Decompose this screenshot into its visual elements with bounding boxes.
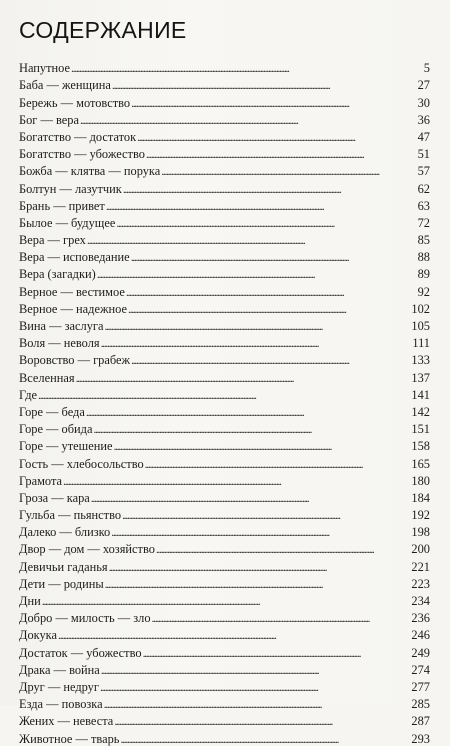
dot-leader xyxy=(104,697,411,711)
toc-entry xyxy=(19,385,430,402)
toc-entry-title: Верное — вестимое xyxy=(19,284,125,299)
toc-entry xyxy=(19,264,430,281)
toc-entry-page-number: 184 xyxy=(411,490,430,505)
toc-entry xyxy=(19,642,430,659)
toc-entry-page-number: 5 xyxy=(423,61,430,76)
toc-entry xyxy=(19,367,430,384)
dot-leader xyxy=(128,302,410,316)
dot-leader xyxy=(111,525,410,539)
toc-entry-title: Болтун — лазутчик xyxy=(19,181,122,196)
toc-entry-title: Грамота xyxy=(19,473,63,488)
toc-entry-title: Горе — обида xyxy=(19,422,93,437)
dot-leader xyxy=(93,422,410,436)
dot-leader xyxy=(58,628,410,642)
toc-entry-page-number: 293 xyxy=(411,731,430,746)
toc-entry-page-number: 274 xyxy=(411,662,430,677)
dot-leader xyxy=(131,250,417,264)
dot-leader xyxy=(161,164,416,178)
toc-entry-page-number: 111 xyxy=(412,336,430,351)
toc-entry-page-number: 221 xyxy=(411,559,430,574)
toc-entry-title: Друг — недруг xyxy=(19,679,99,694)
dot-leader xyxy=(109,560,411,574)
toc-entry xyxy=(19,247,430,264)
toc-entry xyxy=(19,539,430,556)
toc-entry-title: Богатство — убожество xyxy=(19,147,145,162)
toc-entry-page-number: 165 xyxy=(411,456,430,471)
dot-leader xyxy=(131,353,410,367)
toc-entry-page-number: 151 xyxy=(411,422,430,437)
dot-leader xyxy=(126,285,417,299)
toc-entry xyxy=(19,522,430,539)
dot-leader xyxy=(104,319,410,333)
toc-entry-page-number: 133 xyxy=(411,353,430,368)
dot-leader xyxy=(63,474,410,488)
toc-entry xyxy=(19,281,430,298)
toc-entry xyxy=(19,694,430,711)
page-title: СОДЕРЖАНИЕ xyxy=(19,17,187,43)
dot-leader xyxy=(87,233,417,247)
toc-entry-title: Гость — хлебосольство xyxy=(19,456,144,471)
toc-entry-title: Драка — война xyxy=(19,662,100,677)
toc-entry xyxy=(19,608,430,625)
toc-entry-page-number: 47 xyxy=(417,129,430,144)
toc-entry-title: Воля — неволя xyxy=(19,336,100,351)
toc-entry-page-number: 51 xyxy=(417,147,430,162)
toc-entry xyxy=(19,402,430,419)
toc-entry xyxy=(19,178,430,195)
toc-entry xyxy=(19,196,430,213)
dot-leader xyxy=(101,336,412,350)
toc-entry-page-number: 137 xyxy=(411,370,430,385)
toc-entry xyxy=(19,574,430,591)
toc-entry-page-number: 287 xyxy=(411,714,430,729)
toc-entry-page-number: 27 xyxy=(417,78,430,93)
toc-entry-title: Божба — клятва — порука xyxy=(19,164,161,179)
toc-entry-title: Вера — грех xyxy=(19,233,86,248)
toc-entry-title: Горе — утешение xyxy=(19,439,113,454)
dot-leader xyxy=(91,491,411,505)
toc-entry xyxy=(19,316,430,333)
toc-entry-page-number: 142 xyxy=(411,404,430,419)
toc-entry-title: Езда — повозка xyxy=(19,697,103,712)
toc-entry-title: Воровство — грабеж xyxy=(19,353,131,368)
toc-entry xyxy=(19,92,430,109)
toc-entry-title: Где xyxy=(19,387,38,402)
toc-entry-title: Баба — женщина xyxy=(19,78,111,93)
toc-entry xyxy=(19,625,430,642)
toc-entry-page-number: 30 xyxy=(417,95,430,110)
dot-leader xyxy=(80,113,417,127)
dot-leader xyxy=(106,199,417,213)
dot-leader xyxy=(42,594,411,608)
dot-leader xyxy=(113,439,410,453)
toc-entry-page-number: 198 xyxy=(411,525,430,540)
toc-entry xyxy=(19,161,430,178)
toc-entry xyxy=(19,591,430,608)
toc-entry-page-number: 57 xyxy=(417,164,430,179)
dot-leader xyxy=(38,388,410,402)
toc-entry-title: Двор — дом — хозяйство xyxy=(19,542,155,557)
toc-entry-page-number: 234 xyxy=(411,594,430,608)
dot-leader xyxy=(156,542,411,556)
toc-entry xyxy=(19,556,430,573)
toc-entry-title: Жених — невеста xyxy=(19,714,114,729)
toc-entry xyxy=(19,471,430,488)
toc-entry-page-number: 105 xyxy=(411,319,430,333)
toc-entry-title: Животное — тварь xyxy=(19,731,120,746)
toc-entry xyxy=(19,711,430,728)
toc-entry-title: Гроза — кара xyxy=(19,490,90,505)
toc-entry xyxy=(19,299,430,316)
dot-leader xyxy=(143,646,411,660)
toc-entry xyxy=(19,213,430,230)
toc-entry xyxy=(19,127,430,144)
toc-entry-title: Дети — родины xyxy=(19,576,104,591)
toc-entry xyxy=(19,436,430,453)
toc-entry-page-number: 223 xyxy=(411,576,430,591)
toc-entry xyxy=(19,419,430,436)
dot-leader xyxy=(120,732,410,746)
dot-leader xyxy=(137,130,416,144)
toc-entry-page-number: 89 xyxy=(417,267,430,282)
toc-entry-page-number: 102 xyxy=(411,301,430,316)
toc-entry-title: Вера (загадки) xyxy=(19,267,96,282)
toc-entry-page-number: 88 xyxy=(417,250,430,265)
dot-leader xyxy=(71,61,423,75)
dot-leader xyxy=(122,508,410,522)
toc-entry xyxy=(19,58,430,75)
toc-entry xyxy=(19,453,430,470)
toc-entry xyxy=(19,75,430,92)
toc-entry-page-number: 277 xyxy=(411,679,430,694)
toc-entry-title: Вера — исповедание xyxy=(19,250,130,265)
toc-entry-title: Девичьи гаданья xyxy=(19,559,108,574)
toc-entry-page-number: 158 xyxy=(411,439,430,454)
dot-leader xyxy=(123,182,417,196)
toc-entry-title: Верное — надежное xyxy=(19,301,127,316)
toc-entry xyxy=(19,333,430,350)
toc-entry-page-number: 72 xyxy=(417,215,430,230)
toc-entry-page-number: 246 xyxy=(411,628,430,643)
toc-entry-title: Богатство — достаток xyxy=(19,129,137,144)
dot-leader xyxy=(101,663,411,677)
dot-leader xyxy=(131,96,417,110)
toc-entry-page-number: 85 xyxy=(417,233,430,248)
toc-entry-title: Добро — милость — зло xyxy=(19,611,151,626)
toc-entry-title: Былое — будущее xyxy=(19,215,116,230)
dot-leader xyxy=(116,216,416,230)
dot-leader xyxy=(76,371,411,385)
toc-entry-page-number: 249 xyxy=(411,645,430,660)
toc-entry xyxy=(19,230,430,247)
toc-entry-title: Бог — вера xyxy=(19,112,79,127)
toc-entry-title: Гульба — пьянство xyxy=(19,508,122,523)
toc-entry-title: Бережь — мотовство xyxy=(19,95,131,110)
dot-leader xyxy=(152,611,411,625)
toc-entry-page-number: 62 xyxy=(417,181,430,196)
toc-entry-title: Вселенная xyxy=(19,370,75,385)
toc-entry-page-number: 141 xyxy=(411,387,430,402)
toc-entry-title: Напутное xyxy=(19,61,71,76)
toc-entry-page-number: 192 xyxy=(411,508,430,523)
toc-entry-title: Горе — беда xyxy=(19,404,85,419)
toc-entry xyxy=(19,660,430,677)
dot-leader xyxy=(105,577,411,591)
toc-entry-page-number: 200 xyxy=(411,542,430,557)
toc-entry xyxy=(19,144,430,161)
toc-entry xyxy=(19,677,430,694)
toc-entry-title: Дни xyxy=(19,594,41,608)
dot-leader xyxy=(100,680,410,694)
toc-entry-title: Вина — заслуга xyxy=(19,319,104,333)
toc-entry-page-number: 180 xyxy=(411,473,430,488)
toc-entry-page-number: 92 xyxy=(417,284,430,299)
toc-entry xyxy=(19,728,430,745)
toc-entry-page-number: 285 xyxy=(411,697,430,712)
toc-entry xyxy=(19,505,430,522)
dot-leader xyxy=(112,78,417,92)
dot-leader xyxy=(97,267,417,281)
toc-entry-title: Докука xyxy=(19,628,58,643)
toc-entry xyxy=(19,488,430,505)
toc-entry xyxy=(19,350,430,367)
toc-entry-title: Далеко — близко xyxy=(19,525,111,540)
toc-entry xyxy=(19,110,430,127)
toc-entry-page-number: 236 xyxy=(411,611,430,626)
toc-entry-title: Достаток — убожество xyxy=(19,645,142,660)
dot-leader xyxy=(145,457,411,471)
dot-leader xyxy=(146,147,417,161)
dot-leader xyxy=(114,714,410,728)
toc-entry-page-number: 36 xyxy=(417,112,430,127)
toc-entry-page-number: 63 xyxy=(417,198,430,213)
table-of-contents xyxy=(19,58,430,746)
toc-entry-title: Брань — привет xyxy=(19,198,105,213)
dot-leader xyxy=(86,405,411,419)
